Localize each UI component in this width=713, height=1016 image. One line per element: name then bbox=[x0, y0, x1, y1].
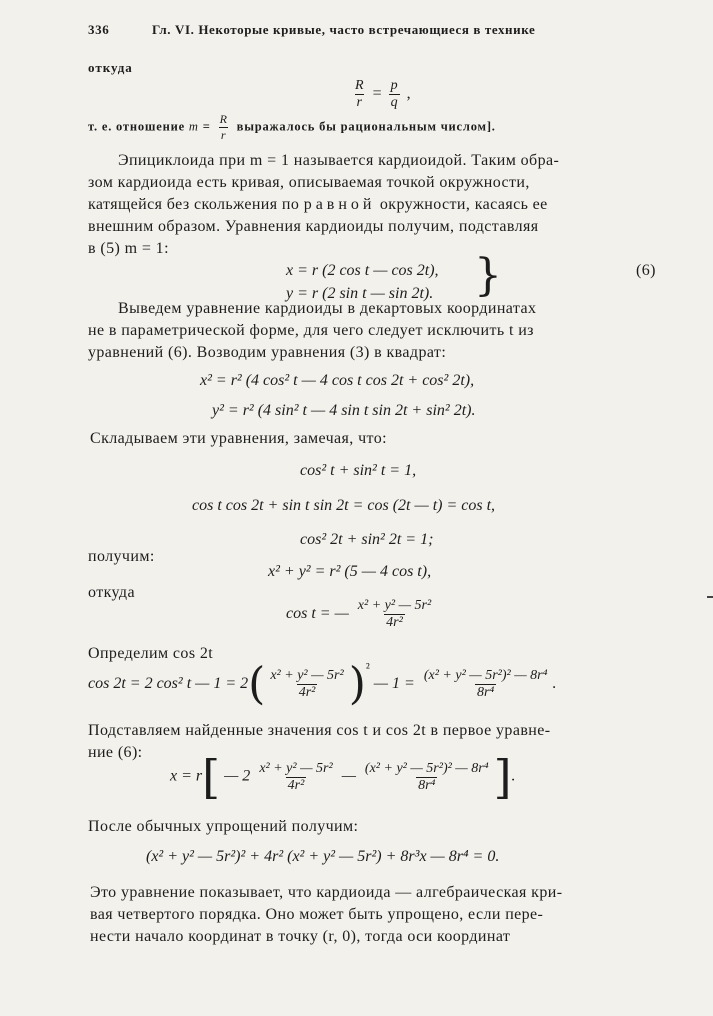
ratio-num-1: R bbox=[355, 78, 364, 93]
para1-line-5: в (5) m = 1: bbox=[88, 240, 169, 257]
remark-den: r bbox=[220, 128, 227, 142]
sub-minus-2: — 2 bbox=[224, 767, 251, 785]
poluchim-label: получим: bbox=[88, 548, 155, 565]
cos2-num2: (x² + y² — 5r²)² — 8r⁴ bbox=[423, 667, 548, 683]
sub-den1: 4r² bbox=[287, 777, 305, 793]
spaced-word: равной bbox=[303, 196, 376, 213]
ratio-den-1: r bbox=[356, 95, 362, 110]
ratio-num-2: p bbox=[390, 78, 398, 93]
ratio-eq-sign: = bbox=[372, 85, 382, 103]
remark-suffix: выражалось бы рациональным числом]. bbox=[236, 119, 496, 134]
para2-line-2: не в параметрической форме, для чего следует исключить t из bbox=[88, 322, 534, 339]
ratio-remark bbox=[88, 112, 496, 143]
result-1: x² + y² = r² (5 — 4 cos t), bbox=[268, 563, 432, 580]
posle-text: После обычных упрощений получим: bbox=[88, 818, 359, 835]
eq6-brace: } bbox=[474, 250, 502, 301]
podst-line-2: ние (6): bbox=[88, 744, 143, 761]
right-bracket: ] bbox=[493, 750, 512, 804]
para1-line-4: внешним образом. Уравнения кардиоиды получим, подставляя bbox=[88, 218, 539, 235]
para3-line-2: вая четвертого порядка. Оно может быть упрощено, если пере- bbox=[90, 906, 544, 923]
cos-num: x² + y² — 5r² bbox=[357, 598, 432, 613]
para1-line-2: зом кардиоида есть кривая, описываемая точкой окружности, bbox=[88, 174, 530, 191]
ratio-equation bbox=[350, 78, 411, 111]
final-equation: (x² + y² — 5r²)² + 4r² (x² + y² — 5r²) + 8r³x — 8r⁴ = 0. bbox=[146, 848, 500, 865]
cos2-mid: — 1 = bbox=[373, 675, 415, 692]
cos2-num: x² + y² — 5r² bbox=[270, 667, 344, 683]
cos2-tail: . bbox=[552, 675, 557, 692]
sub-minus: — bbox=[341, 767, 356, 785]
left-paren: ( bbox=[248, 658, 266, 710]
remark-num: R bbox=[219, 112, 228, 126]
para1-line-3: катящейся без скольжения по равной окружности, касаясь ее bbox=[88, 196, 548, 213]
ratio-den-2: q bbox=[390, 95, 398, 110]
add-text: Складываем эти уравнения, замечая, что: bbox=[90, 430, 387, 447]
margin-mark bbox=[707, 596, 713, 598]
para3-line-1: Это уравнение показывает, что кардиоида — алгебраическая кри- bbox=[90, 884, 563, 901]
identity-2: cos t cos 2t + sin t sin 2t = cos (2t — t) = cos t, bbox=[192, 497, 496, 514]
cos2-square: ² bbox=[365, 660, 370, 675]
para2-line-1: Выведем уравнение кардиоиды в декартовых координатах bbox=[118, 300, 537, 317]
identity-3: cos² 2t + sin² 2t = 1; bbox=[300, 531, 434, 548]
para2-line-3: уравнений (6). Возводим уравнения (3) в квадрат: bbox=[88, 344, 447, 361]
cos2-den: 4r² bbox=[298, 684, 316, 700]
sq-x-eq: x² = r² (4 cos² t — 4 cos t cos 2t + cos² 2t), bbox=[200, 372, 475, 389]
cos2t-equation bbox=[88, 658, 557, 710]
sq-y-eq: y² = r² (4 sin² t — 4 sin t sin 2t + sin² 2t). bbox=[212, 402, 476, 419]
para1-line-1: Эпициклоида при m = 1 называется кардиоидой. Таким обра- bbox=[118, 152, 560, 169]
sub-den2: 8r⁴ bbox=[418, 777, 436, 793]
right-paren: ) bbox=[348, 658, 366, 710]
eq6-x: x = r (2 cos t — cos 2t), bbox=[286, 262, 439, 279]
para3-line-3: нести начало координат в точку (r, 0), тогда оси координат bbox=[90, 928, 511, 945]
remark-m: m bbox=[188, 119, 199, 134]
cos-lhs: cos t = — bbox=[286, 605, 349, 623]
cos2-den2: 8r⁴ bbox=[476, 684, 495, 700]
opredelim-text: Определим cos 2t bbox=[88, 645, 214, 662]
remark-eq: = bbox=[202, 119, 211, 134]
substitution-equation bbox=[170, 750, 516, 804]
left-bracket: [ bbox=[202, 750, 221, 804]
sub-tail: . bbox=[511, 767, 516, 785]
running-title: Гл. VI. Некоторые кривые, часто встречающиеся в технике bbox=[152, 22, 536, 37]
sub-lhs: x = r bbox=[170, 767, 203, 785]
ratio-comma: , bbox=[406, 85, 411, 103]
eq6-y: y = r (2 sin t — sin 2t). bbox=[286, 285, 434, 302]
sub-num2: (x² + y² — 5r²)² — 8r⁴ bbox=[364, 760, 489, 776]
otkuda-label-1: откуда bbox=[88, 60, 133, 75]
sub-num1: x² + y² — 5r² bbox=[259, 760, 333, 776]
cos-den: 4r² bbox=[386, 615, 403, 630]
cos-t-equation bbox=[286, 598, 436, 631]
podst-line-1: Подставляем найденные значения cos t и cos 2t в первое уравне- bbox=[88, 722, 551, 739]
eq6-number: (6) bbox=[636, 262, 656, 279]
identity-1: cos² t + sin² t = 1, bbox=[300, 462, 417, 479]
otkuda-label-2: откуда bbox=[88, 584, 135, 601]
page-number: 336 bbox=[88, 22, 110, 37]
remark-prefix: т. е. отношение bbox=[88, 119, 185, 134]
cos2-lhs: cos 2t = 2 cos² t — 1 = 2 bbox=[88, 675, 249, 692]
